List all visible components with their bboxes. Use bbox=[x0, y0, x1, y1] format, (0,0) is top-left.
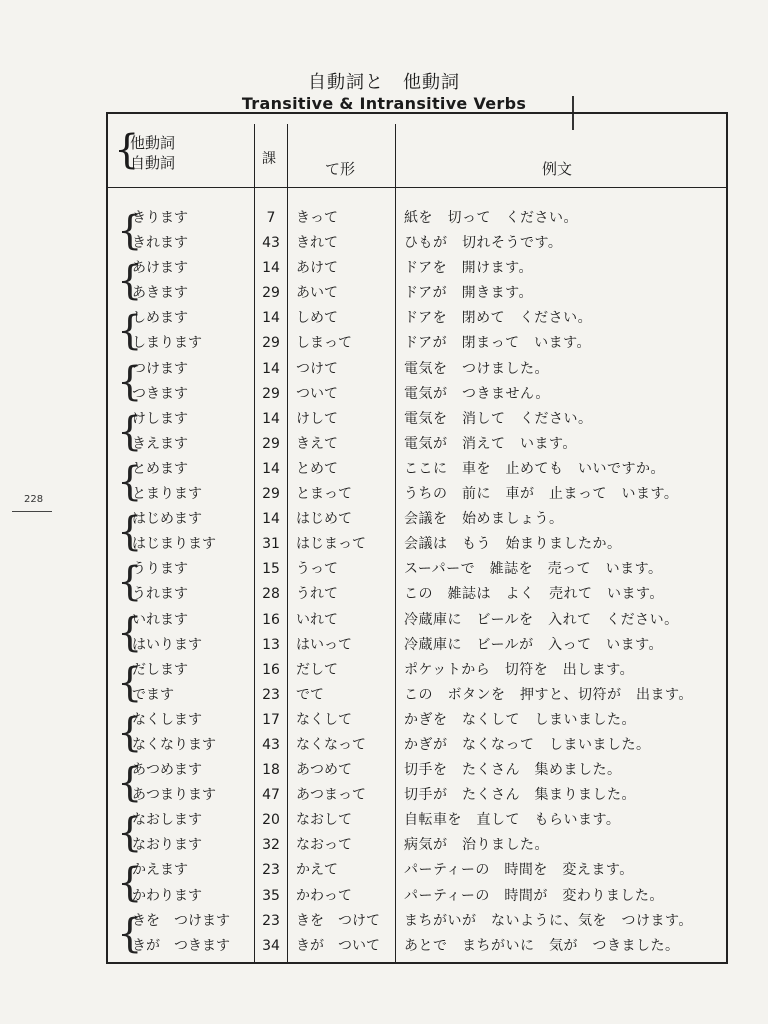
te-form-cell: あけて bbox=[296, 260, 338, 277]
example-sentence-cell: うちの 前に 車が 止まって います。 bbox=[404, 486, 679, 503]
te-form-cell: なくして bbox=[296, 711, 352, 728]
te-form-cell: なおして bbox=[296, 812, 352, 829]
lesson-cell: 29 bbox=[262, 285, 280, 302]
verb-cell: しまります bbox=[132, 335, 202, 352]
example-sentence-cell: 冷蔵庫に ビールが 入って います。 bbox=[404, 636, 664, 653]
lesson-cell: 23 bbox=[262, 912, 280, 929]
page-title-english: Transitive & Intransitive Verbs bbox=[241, 94, 527, 113]
pair-brace: { bbox=[117, 458, 143, 505]
te-form-cell: とまって bbox=[296, 486, 352, 503]
example-sentence-cell: 紙を 切って ください。 bbox=[404, 210, 578, 226]
pair-brace: { bbox=[117, 308, 143, 355]
header-te-form: て形 bbox=[325, 160, 356, 178]
verb-cell: きれます bbox=[132, 235, 188, 252]
verb-cell: きを つけます bbox=[132, 912, 230, 929]
table-row bbox=[0, 281, 768, 306]
te-form-cell: はじまって bbox=[296, 536, 366, 553]
te-form-cell: はじめて bbox=[296, 511, 352, 528]
te-form-cell: かえて bbox=[296, 862, 338, 879]
lesson-cell: 14 bbox=[262, 360, 280, 377]
lesson-cell: 14 bbox=[262, 260, 280, 277]
lesson-cell: 23 bbox=[262, 862, 280, 879]
lesson-cell: 15 bbox=[262, 561, 280, 578]
example-sentence-cell: 電気が 消えて います。 bbox=[404, 435, 577, 452]
example-sentence-cell: 切手を たくさん 集めました。 bbox=[404, 762, 622, 779]
te-form-cell: ついて bbox=[296, 385, 338, 402]
pair-brace: { bbox=[117, 258, 143, 305]
lesson-cell: 7 bbox=[266, 210, 276, 226]
example-sentence-cell: ここに 車を 止めても いいですか。 bbox=[404, 460, 665, 477]
te-form-cell: でて bbox=[296, 686, 324, 703]
pair-brace: { bbox=[117, 810, 143, 857]
te-form-cell: うって bbox=[296, 561, 338, 578]
verb-cell: きります bbox=[132, 210, 188, 226]
table-row bbox=[0, 934, 768, 959]
page-title-japanese: 自動詞と 他動詞 bbox=[308, 72, 460, 93]
example-sentence-cell: 電気を 消して ください。 bbox=[404, 410, 593, 427]
verb-cell: なおります bbox=[132, 837, 202, 854]
example-sentence-cell: ドアが 閉まって います。 bbox=[404, 335, 591, 352]
pair-brace: { bbox=[117, 609, 143, 656]
verb-cell: はじめます bbox=[132, 511, 202, 528]
example-sentence-cell: 会議を 始めましょう。 bbox=[404, 511, 564, 528]
verb-cell: うれます bbox=[132, 586, 188, 603]
verb-cell: とまります bbox=[132, 486, 202, 503]
te-form-cell: いれて bbox=[296, 611, 338, 628]
verb-cell: はじまります bbox=[132, 536, 216, 553]
pair-brace: { bbox=[117, 509, 143, 556]
verb-cell: かわります bbox=[132, 887, 202, 904]
te-form-cell: きえて bbox=[296, 435, 338, 452]
verb-cell: けします bbox=[132, 410, 188, 427]
lesson-cell: 43 bbox=[262, 736, 280, 753]
verb-cell: つきます bbox=[132, 385, 188, 402]
verb-cell: なおします bbox=[132, 812, 202, 829]
example-sentence-cell: まちがいが ないように、気を つけます。 bbox=[404, 912, 693, 929]
table-row bbox=[0, 482, 768, 507]
verb-cell: なくなります bbox=[132, 736, 216, 753]
pair-brace: { bbox=[117, 760, 143, 807]
pair-brace: { bbox=[117, 860, 143, 907]
example-sentence-cell: ドアを 閉めて ください。 bbox=[404, 310, 593, 327]
example-sentence-cell: スーパーで 雑誌を 売って います。 bbox=[404, 561, 663, 578]
table-row bbox=[0, 532, 768, 557]
example-sentence-cell: パーティーの 時間が 変わりました。 bbox=[404, 887, 664, 904]
example-sentence-cell: 自転車を 直して もらいます。 bbox=[404, 812, 621, 829]
te-form-cell: けして bbox=[296, 410, 338, 427]
header-brace: { bbox=[114, 127, 140, 173]
lesson-cell: 14 bbox=[262, 460, 280, 477]
te-form-cell: つけて bbox=[296, 360, 338, 377]
example-sentence-cell: 病気が 治りました。 bbox=[404, 837, 549, 854]
te-form-cell: あつまって bbox=[296, 787, 366, 804]
table-row bbox=[0, 231, 768, 256]
pair-brace: { bbox=[117, 208, 143, 254]
lesson-cell: 14 bbox=[262, 310, 280, 327]
example-sentence-cell: ポケットから 切符を 出します。 bbox=[404, 661, 635, 678]
lesson-cell: 23 bbox=[262, 686, 280, 703]
te-form-cell: だして bbox=[296, 661, 338, 678]
example-sentence-cell: 切手が たくさん 集まりました。 bbox=[404, 787, 636, 804]
verb-cell: なくします bbox=[132, 711, 202, 728]
lesson-cell: 35 bbox=[262, 887, 280, 904]
te-form-cell: あつめて bbox=[296, 762, 352, 779]
te-form-cell: なおって bbox=[296, 837, 352, 854]
pair-brace: { bbox=[117, 408, 143, 455]
verb-cell: だします bbox=[132, 661, 188, 678]
verb-cell: あつめます bbox=[132, 762, 202, 779]
lesson-cell: 29 bbox=[262, 385, 280, 402]
table-row bbox=[0, 783, 768, 808]
table-row bbox=[0, 833, 768, 858]
verb-cell: きえます bbox=[132, 435, 188, 452]
lesson-cell: 28 bbox=[262, 586, 280, 603]
table-row bbox=[0, 582, 768, 607]
te-form-cell: きを つけて bbox=[296, 912, 380, 929]
lesson-cell: 17 bbox=[262, 711, 280, 728]
example-sentence-cell: この 雑誌は よく 売れて います。 bbox=[404, 586, 664, 603]
table-row bbox=[0, 733, 768, 758]
lesson-cell: 18 bbox=[262, 762, 280, 779]
verb-cell: はいります bbox=[132, 636, 202, 653]
verb-cell: しめます bbox=[132, 310, 188, 327]
lesson-cell: 47 bbox=[262, 787, 280, 804]
example-sentence-cell: ひもが 切れそうです。 bbox=[404, 235, 563, 252]
pair-brace: { bbox=[117, 709, 143, 756]
example-sentence-cell: パーティーの 時間を 変えます。 bbox=[404, 862, 634, 879]
example-sentence-cell: かぎが なくなって しまいました。 bbox=[404, 736, 651, 753]
verb-cell: かえます bbox=[132, 862, 188, 879]
example-sentence-cell: あとで まちがいに 気が つきました。 bbox=[404, 937, 680, 954]
lesson-cell: 43 bbox=[262, 235, 280, 252]
te-form-cell: しまって bbox=[296, 335, 352, 352]
pair-brace: { bbox=[117, 659, 143, 706]
lesson-cell: 29 bbox=[262, 486, 280, 503]
lesson-cell: 16 bbox=[262, 611, 280, 628]
verb-cell: うります bbox=[132, 561, 188, 578]
verb-cell: きが つきます bbox=[132, 937, 230, 954]
table-row bbox=[0, 331, 768, 356]
verb-cell: とめます bbox=[132, 460, 188, 477]
pair-brace: { bbox=[117, 910, 143, 957]
verb-cell: あつまります bbox=[132, 787, 216, 804]
table-row bbox=[0, 432, 768, 457]
table-row bbox=[0, 633, 768, 658]
te-form-cell: はいって bbox=[296, 636, 352, 653]
example-sentence-cell: この ボタンを 押すと、切符が 出ます。 bbox=[404, 686, 693, 703]
example-sentence-cell: 電気を つけました。 bbox=[404, 360, 549, 377]
te-form-cell: きが ついて bbox=[296, 937, 380, 954]
te-form-cell: うれて bbox=[296, 586, 338, 603]
lesson-cell: 31 bbox=[262, 536, 280, 553]
te-form-cell: なくなって bbox=[296, 736, 366, 753]
pair-brace: { bbox=[117, 358, 143, 405]
lesson-cell: 29 bbox=[262, 335, 280, 352]
te-form-cell: しめて bbox=[296, 310, 338, 327]
te-form-cell: とめて bbox=[296, 460, 338, 477]
verb-table-body bbox=[0, 206, 768, 959]
te-form-cell: きれて bbox=[296, 235, 338, 252]
table-row bbox=[0, 382, 768, 407]
page-number: 228 bbox=[24, 494, 44, 505]
te-form-cell: かわって bbox=[296, 887, 352, 904]
lesson-cell: 14 bbox=[262, 410, 280, 427]
lesson-cell: 13 bbox=[262, 636, 280, 653]
example-sentence-cell: ドアを 開けます。 bbox=[404, 260, 533, 277]
example-sentence-cell: ドアが 開きます。 bbox=[404, 285, 533, 302]
lesson-cell: 14 bbox=[262, 511, 280, 528]
lesson-cell: 20 bbox=[262, 812, 280, 829]
lesson-cell: 32 bbox=[262, 837, 280, 854]
header-divider bbox=[106, 187, 728, 188]
lesson-cell: 29 bbox=[262, 435, 280, 452]
header-lesson: 課 bbox=[262, 151, 276, 167]
verb-cell: あきます bbox=[132, 285, 188, 302]
example-sentence-cell: 冷蔵庫に ビールを 入れて ください。 bbox=[404, 611, 679, 628]
verb-cell: でます bbox=[132, 686, 174, 703]
te-form-cell: きって bbox=[296, 210, 338, 226]
header-example: 例文 bbox=[542, 160, 573, 178]
pair-brace: { bbox=[117, 559, 143, 606]
verb-cell: つけます bbox=[132, 360, 188, 377]
example-sentence-cell: 電気が つきません。 bbox=[404, 385, 550, 402]
lesson-cell: 16 bbox=[262, 661, 280, 678]
te-form-cell: あいて bbox=[296, 285, 338, 302]
verb-cell: いれます bbox=[132, 611, 188, 628]
verb-cell: あけます bbox=[132, 260, 188, 277]
header-transitive-verb: 他動詞 bbox=[130, 134, 176, 152]
example-sentence-cell: 会議は もう 始まりましたか。 bbox=[404, 536, 622, 553]
lesson-cell: 34 bbox=[262, 937, 280, 954]
table-row bbox=[0, 683, 768, 708]
example-sentence-cell: かぎを なくして しまいました。 bbox=[404, 711, 636, 728]
table-row bbox=[0, 884, 768, 909]
header-intransitive-verb: 自動詞 bbox=[130, 154, 176, 172]
